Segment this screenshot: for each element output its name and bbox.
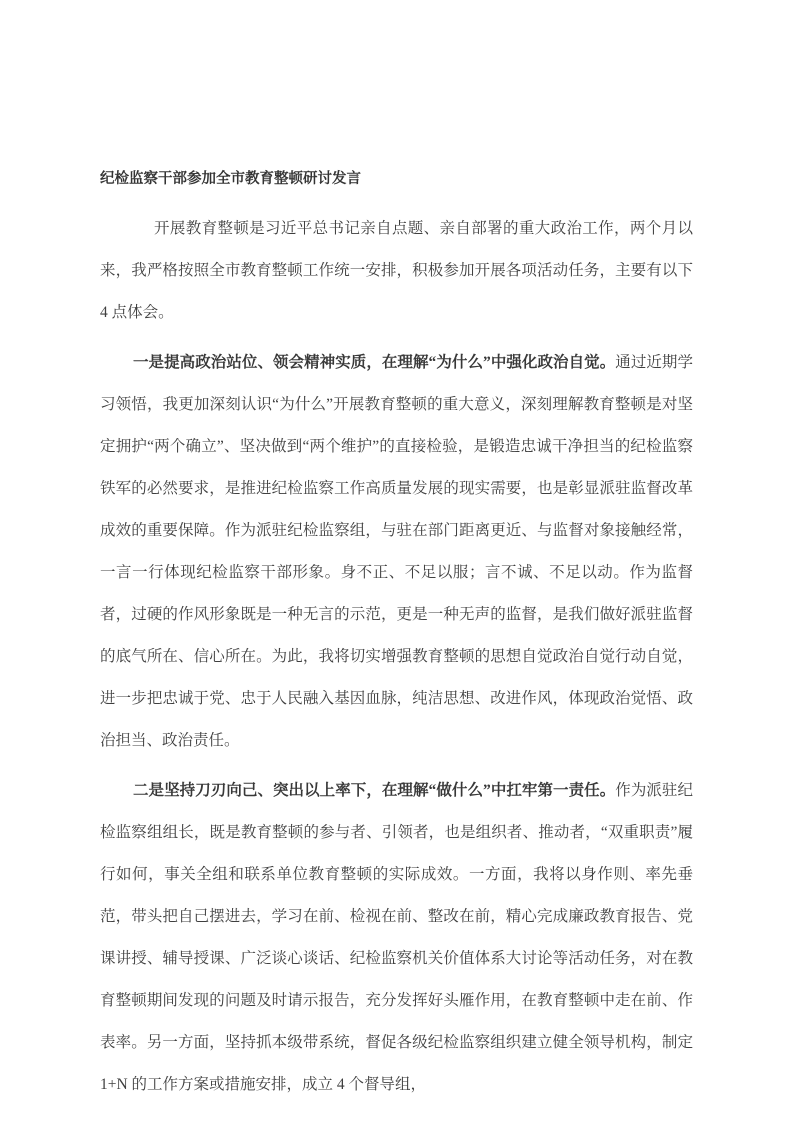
- point-two-paragraph: [100, 770, 693, 1106]
- paragraph-text: 开展教育整顿是习近平总书记亲自点题、亲自部署的重大政治工作，两个月以来，我严格按照全市教育整顿工作统一安排，积极参加开展各项活动任务，主要有以下 4 点体会。: [100, 220, 693, 321]
- paragraph-text: 通过近期学习领悟，我更加深刻认识“为什么”开展教育整顿的重大意义，深刻理解教育整顿是对坚定拥护“两个确立”、坚决做到“两个维护”的直接检验，是锻造忠诚干净担当的纪检监察铁军的必然要求，是推进纪检监察工作高质量发展的现实需要，也是彰显派驻监督改革成效的重要保障。作为派驻纪检监察组，与驻在部门距离更近、与监督对象接触经常，一言一行体现纪检监察干部形象。身不正、不足以服；言不诚、不足以动。作为监督者，过硬的作风形象既是一种无言的示范，更是一种无声的监督，是我们做好派驻监督的底气所在、信心所在。为此，我将切实增强教育整顿的思想自觉政治自觉行动自觉，进一步把忠诚于党、忠于人民融入基因血脉，纯洁思想、改进作风，体现政治觉悟、政治担当、政治责任。: [100, 354, 693, 749]
- document-title: 纪检监察干部参加全市教育整顿研讨发言: [100, 171, 361, 187]
- point-one-paragraph: [100, 342, 693, 762]
- paragraph-lead: 二是坚持刀刃向己、突出以上率下，在理解“做什么”中扛牢第一责任。: [133, 782, 616, 799]
- intro-paragraph: [100, 208, 693, 334]
- paragraph-lead: 一是提高政治站位、领会精神实质，在理解“为什么”中强化政治自觉。: [133, 354, 616, 371]
- document-content: [100, 158, 693, 1106]
- paragraph-text: 作为派驻纪检监察组组长，既是教育整顿的参与者、引领者，也是组织者、推动者，“双重职责”履行如何，事关全组和联系单位教育整顿的实际成效。一方面，我将以身作则、率先垂范，带头把自己摆进去，学习在前、检视在前、整改在前，精心完成廉政教育报告、党课讲授、辅导授课、广泛谈心谈话、纪检监察机关价值体系大讨论等活动任务，对在教育整顿期间发现的问题及时请示报告，充分发挥好头雁作用，在教育整顿中走在前、作表率。另一方面，坚持抓本级带系统，督促各级纪检监察组织建立健全领导机构，制定 1+N 的工作方案或措施安排，成立 4 个督导组，: [100, 782, 693, 1093]
